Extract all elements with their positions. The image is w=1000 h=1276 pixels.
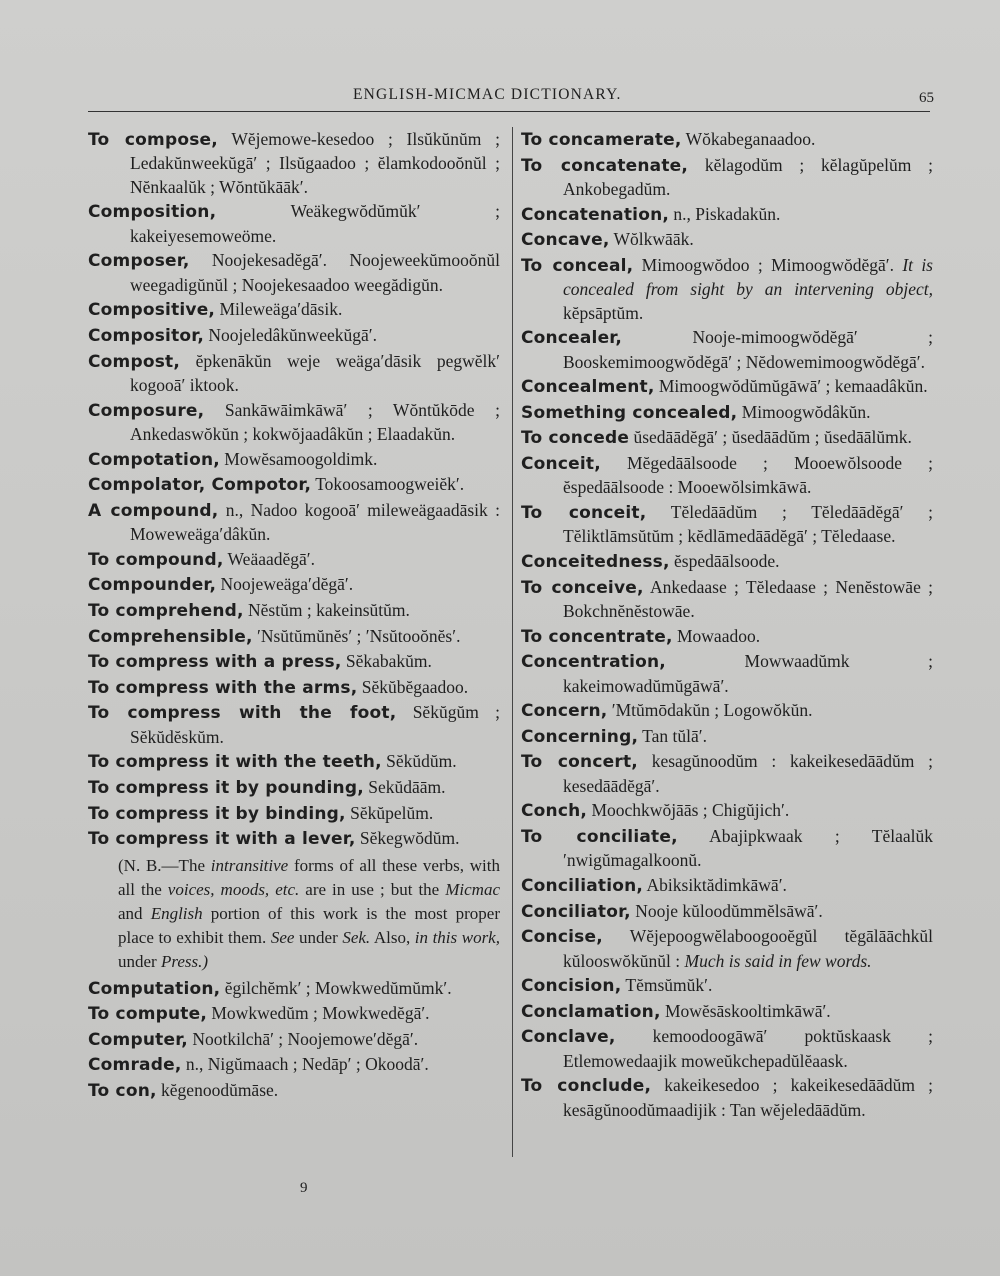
dictionary-entry bbox=[521, 228, 933, 252]
entry-definition: n., Nadoo kogooā′ mileweägaadāsik : Moweweäga′dâkŭn. bbox=[130, 499, 500, 545]
entry-headword: Concision, bbox=[521, 976, 622, 997]
entry-headword: Concentration, bbox=[521, 652, 666, 673]
entry-headword: To concert, bbox=[521, 752, 638, 773]
left-column bbox=[88, 128, 500, 1105]
entry-headword: Computation, bbox=[88, 978, 221, 999]
entry-definition: Mowĕsamoogoldimk. bbox=[219, 448, 378, 469]
entry-definition: Mowĕsāskooltimkāwā′. bbox=[660, 1000, 831, 1021]
entry-headword: To compress it with the teeth, bbox=[88, 752, 382, 773]
entry-headword: To conceal, bbox=[521, 255, 634, 276]
dictionary-entry bbox=[88, 1002, 500, 1026]
entry-example: It is concealed from sight by an intervening object, bbox=[563, 254, 933, 300]
entry-headword: Conceit, bbox=[521, 453, 601, 474]
entry-headword: To compose, bbox=[88, 130, 218, 150]
entry-definition: Mĕgedāālsoode ; Mooewŏlsoode ; ĕspedāālsoode : Mooewŏlsimkāwā. bbox=[563, 452, 933, 498]
dictionary-entry bbox=[88, 750, 500, 774]
dictionary-entry bbox=[88, 599, 500, 623]
entry-headword: Composure, bbox=[88, 400, 205, 421]
dictionary-entry bbox=[521, 874, 933, 898]
dictionary-entry bbox=[88, 1028, 500, 1052]
entry-definition: Abiksiktădimkāwā′. bbox=[643, 874, 787, 895]
dictionary-entry bbox=[521, 750, 933, 798]
entry-headword: Conclave, bbox=[521, 1027, 616, 1048]
entry-headword: Compositor, bbox=[88, 326, 205, 346]
entry-headword: To conceit, bbox=[521, 502, 647, 523]
entry-definition: n., Piskadakŭn. bbox=[669, 203, 781, 224]
entry-headword: Conciliation, bbox=[521, 875, 644, 896]
entry-definition: Sĕkŭbĕgaadoo. bbox=[357, 676, 469, 697]
entry-headword: Concern, bbox=[521, 701, 608, 722]
entry-definition: Moochkwŏjāās ; Chigŭjich′. bbox=[587, 800, 790, 821]
entry-definition: Ankedaase ; Tĕledaase ; Nenĕstowāe ; Bokchnĕnĕstowāe. bbox=[563, 576, 934, 621]
entry-headword: Something concealed, bbox=[521, 402, 738, 423]
entry-definition: Mileweäga′dāsik. bbox=[215, 299, 343, 320]
entry-definition: ŭsedāādĕgā′ ; ŭsedāādŭm ; ŭsedāālŭmk. bbox=[629, 427, 912, 448]
dictionary-entry bbox=[521, 900, 933, 924]
dictionary-entry bbox=[88, 650, 500, 674]
dictionary-entry bbox=[521, 254, 933, 325]
dictionary-entry bbox=[88, 1079, 500, 1103]
entry-definition: Tokoosamoogweiĕk′. bbox=[311, 474, 465, 495]
entry-definition: Sĕkŭdŭm. bbox=[381, 751, 457, 772]
page-number: 65 bbox=[919, 90, 934, 106]
dictionary-entry bbox=[88, 473, 500, 497]
dictionary-entry bbox=[521, 1074, 933, 1122]
entry-definition: Wĕjemowe-kesedoo ; Ilsŭkŭnŭm ; Ledakŭnweekŭgā′ ; Ilsŭgaadoo ; ĕlamkodooŏnŭl ; Nĕnkaalŭk ; Wŏntŭkāāk′. bbox=[130, 129, 501, 197]
column-divider bbox=[512, 127, 513, 1157]
entry-headword: To con, bbox=[88, 1080, 157, 1101]
entry-headword: To compress with the arms, bbox=[88, 677, 358, 698]
dictionary-entry bbox=[521, 401, 933, 425]
right-column bbox=[521, 128, 933, 1123]
dictionary-entry bbox=[88, 802, 500, 826]
entry-headword: To compress with the foot, bbox=[88, 703, 397, 724]
entry-headword: To conclude, bbox=[521, 1076, 652, 1097]
entry-headword: Composition, bbox=[88, 202, 217, 223]
signature-mark: 9 bbox=[300, 1180, 308, 1196]
dictionary-entry bbox=[521, 974, 933, 998]
dictionary-entry bbox=[88, 399, 500, 447]
entry-definition: kĕlagodŭm ; kĕlagŭpelŭm ; Ankobegadŭm. bbox=[563, 154, 933, 199]
entry-headword: To concentrate, bbox=[521, 626, 673, 647]
entry-definition: kĕgenoodŭmāse. bbox=[156, 1079, 279, 1100]
entry-definition: Sĕkŭpelŭm. bbox=[345, 802, 434, 823]
dictionary-entry bbox=[88, 827, 500, 851]
entry-headword: To compound, bbox=[88, 549, 224, 570]
entry-headword: Concave, bbox=[521, 230, 610, 251]
entry-definition: Noojeledâkŭnweekŭgā′. bbox=[204, 325, 377, 345]
entry-definition: Mowaadoo. bbox=[672, 625, 761, 646]
dictionary-entry bbox=[521, 699, 933, 723]
entry-definition: ′Nsŭtŭmŭnĕs′ ; ′Nsŭtooŏnĕs′. bbox=[252, 625, 461, 646]
entry-definition: Sĕkegwŏdŭm. bbox=[355, 828, 460, 849]
entry-headword: Conch, bbox=[521, 801, 588, 822]
entry-definition: Mowkwedŭm ; Mowkwedĕgā′. bbox=[207, 1003, 430, 1024]
entry-definition: Nooje kŭloodŭmmĕlsāwā′. bbox=[630, 900, 823, 921]
dictionary-entry bbox=[88, 701, 500, 749]
entry-definition: Noojeweäga′dĕgā′. bbox=[216, 574, 354, 595]
dictionary-entry bbox=[521, 925, 933, 973]
grammar-note: (N. B.—The intransitive forms of all these verbs, with all the voices, moods, etc. are in use ; but the Micmac and English portion of this work is the most proper place to exhibit them. See under Sek. Also, in this work, under Press.) bbox=[118, 855, 501, 972]
entry-definition: Mimoogwŏdâkŭn. bbox=[737, 401, 871, 422]
entry-definition: Abajipkwaak ; Tĕlaalŭk ′nwigŭmagalkoonŭ. bbox=[563, 825, 933, 871]
entry-headword: Conceitedness, bbox=[521, 551, 670, 572]
dictionary-entry bbox=[521, 650, 933, 698]
dictionary-entry bbox=[521, 426, 933, 450]
dictionary-entry bbox=[88, 776, 500, 800]
page-title: ENGLISH-MICMAC DICTIONARY. bbox=[353, 86, 622, 103]
dictionary-entry bbox=[521, 501, 933, 549]
dictionary-entry bbox=[521, 625, 933, 649]
dictionary-entry bbox=[88, 499, 500, 547]
entry-headword: Concerning, bbox=[521, 726, 639, 747]
entry-headword: Concise, bbox=[521, 927, 603, 948]
header-rule bbox=[88, 111, 930, 112]
dictionary-entry bbox=[521, 326, 933, 374]
entry-headword: Concatenation, bbox=[521, 204, 670, 225]
entry-headword: Comrade, bbox=[88, 1055, 182, 1076]
entry-definition: Sankāwāimkāwā′ ; Wŏntŭkōde ; Ankedaswŏkŭn ; kokwŏjaadâkŭn ; Elaadakŭn. bbox=[130, 399, 500, 444]
entry-definition: Nootkilchā′ ; Noojemowe′dĕgā′. bbox=[187, 1028, 419, 1049]
entry-definition: Sĕkŭgŭm ; Sĕkŭdĕskŭm. bbox=[130, 702, 500, 747]
entry-definition: Tan tŭlā′. bbox=[638, 725, 707, 746]
entry-headword: Conclamation, bbox=[521, 1001, 661, 1022]
dictionary-entry bbox=[88, 249, 500, 297]
entry-definition: Weäkegwŏdŭmŭk′ ; kakeiyesemoweöme. bbox=[130, 201, 500, 246]
entry-definition: Tĕmsŭmŭk′. bbox=[621, 975, 713, 996]
dictionary-entry bbox=[88, 128, 500, 199]
entry-headword: Comprehensible, bbox=[88, 626, 253, 647]
dictionary-entry bbox=[521, 576, 933, 624]
entry-headword: Concealment, bbox=[521, 377, 655, 398]
entry-definition: Wŏlkwāāk. bbox=[609, 229, 694, 250]
entry-headword: To concede bbox=[521, 428, 630, 449]
entry-headword: To compress it by binding, bbox=[88, 803, 346, 824]
entry-headword: Compolator, Compotor, bbox=[88, 475, 312, 496]
entry-headword: To compute, bbox=[88, 1004, 207, 1025]
entry-headword: Concealer, bbox=[521, 328, 623, 349]
entry-headword: A compound, bbox=[88, 500, 219, 521]
entry-definition: Sekŭdāām. bbox=[363, 776, 446, 797]
dictionary-entry bbox=[88, 548, 500, 572]
dictionary-entry bbox=[88, 200, 500, 248]
dictionary-entry bbox=[88, 298, 500, 322]
entry-definition: ĕpkenākŭn weje weäga′dāsik pegwĕlk′ kogooā′ iktook. bbox=[130, 350, 500, 395]
entry-example: Much is said in few words. bbox=[680, 950, 872, 971]
entry-headword: Compounder, bbox=[88, 575, 217, 596]
entry-definition: Mimoogwŏdoo ; Mimoogwŏdĕgā′. bbox=[633, 254, 894, 275]
entry-headword: To compress it with a lever, bbox=[88, 829, 356, 850]
entry-definition: Tĕledāādŭm ; Tĕledāādĕgā′ ; Tĕliktlāmsŭtŭm ; kĕdlāmedāādĕgā′ ; Tĕledaase. bbox=[563, 501, 934, 547]
dictionary-entry bbox=[521, 799, 933, 823]
entry-definition: Nĕstŭm ; kakeinsŭtŭm. bbox=[243, 599, 410, 620]
dictionary-entry bbox=[88, 1053, 500, 1077]
dictionary-entry bbox=[88, 448, 500, 472]
entry-headword: Compositive, bbox=[88, 300, 216, 321]
entry-headword: Conciliator, bbox=[521, 901, 631, 922]
entry-definition: ′Mtŭmōdakŭn ; Logowŏkŭn. bbox=[607, 700, 813, 721]
dictionary-entry bbox=[521, 375, 933, 399]
entry-definition: ĕgilchĕmk′ ; Mowkwedŭmŭmk′. bbox=[220, 977, 452, 998]
entry-headword: To conciliate, bbox=[521, 826, 678, 847]
entry-headword: To compress with a press, bbox=[88, 652, 342, 673]
entry-definition: Mimoogwŏdŭmŭgāwā′ ; kemaadâkŭn. bbox=[654, 376, 928, 397]
running-header bbox=[88, 86, 948, 108]
entry-headword: Computer, bbox=[88, 1029, 188, 1050]
dictionary-entry bbox=[521, 825, 933, 873]
dictionary-entry bbox=[88, 573, 500, 597]
entry-definition: n., Nigŭmaach ; Nedāp′ ; Okoodā′. bbox=[181, 1054, 429, 1075]
entry-definition: kakeikesedoo ; kakeikesedāādŭm ; kesāgŭnoodŭmaadijik : Tan wĕjeledāādŭm. bbox=[563, 1075, 934, 1120]
entry-definition: Mowwaadŭmk ; kakeimowadŭmŭgāwā′. bbox=[563, 651, 933, 696]
dictionary-entry bbox=[88, 676, 500, 700]
dictionary-entry bbox=[521, 452, 933, 500]
entry-definition: Noojekesadĕgā′. Noojeweekŭmooŏnŭl weegadigŭnŭl ; Noojekesaadoo weegădigŭn. bbox=[130, 250, 500, 295]
entry-definition: ĕspedāālsoode. bbox=[669, 550, 780, 571]
dictionary-entry bbox=[521, 725, 933, 749]
entry-headword: To concamerate, bbox=[521, 130, 682, 150]
entry-headword: Composer, bbox=[88, 251, 190, 272]
entry-headword: Compost, bbox=[88, 351, 181, 372]
dictionary-entry bbox=[521, 203, 933, 227]
entry-headword: To comprehend, bbox=[88, 600, 244, 621]
entry-definition: Weäaadĕgā′. bbox=[223, 548, 315, 569]
dictionary-entry bbox=[88, 625, 500, 649]
dictionary-entry bbox=[521, 1000, 933, 1024]
entry-definition: Wĕjepoogwĕlaboogooĕgŭl tĕgālāāchkŭl kŭlooswŏkŭnŭl : bbox=[563, 926, 933, 971]
dictionary-entry bbox=[521, 1025, 933, 1073]
entry-headword: To compress it by pounding, bbox=[88, 777, 364, 798]
dictionary-entry bbox=[521, 154, 933, 202]
entry-definition: Nooje-mimoogwŏdĕgā′ ; Booskemimoogwŏdĕgā′ ; Nĕdowemimoogwŏdĕgā′. bbox=[563, 327, 933, 372]
dictionary-entry bbox=[88, 324, 500, 348]
dictionary-entry bbox=[521, 550, 933, 574]
entry-definition: Sĕkabakŭm. bbox=[341, 651, 432, 672]
dictionary-entry bbox=[88, 350, 500, 398]
entry-example-translation: kĕpsāptŭm. bbox=[563, 302, 644, 323]
entry-headword: To concatenate, bbox=[521, 155, 689, 176]
entry-headword: To conceive, bbox=[521, 577, 644, 598]
entry-definition: kemoodoogāwā′ poktŭskaask ; Etlemowedaajik moweŭkchepadŭlĕaask. bbox=[563, 1026, 933, 1071]
dictionary-entry bbox=[521, 128, 933, 152]
dictionary-entry bbox=[88, 977, 500, 1001]
entry-headword: Compotation, bbox=[88, 449, 220, 470]
entry-definition: Wŏkabeganaadoo. bbox=[681, 129, 816, 149]
entry-definition: kesagŭnoodŭm : kakeikesedāādŭm ; kesedāādĕgā′. bbox=[563, 751, 933, 796]
